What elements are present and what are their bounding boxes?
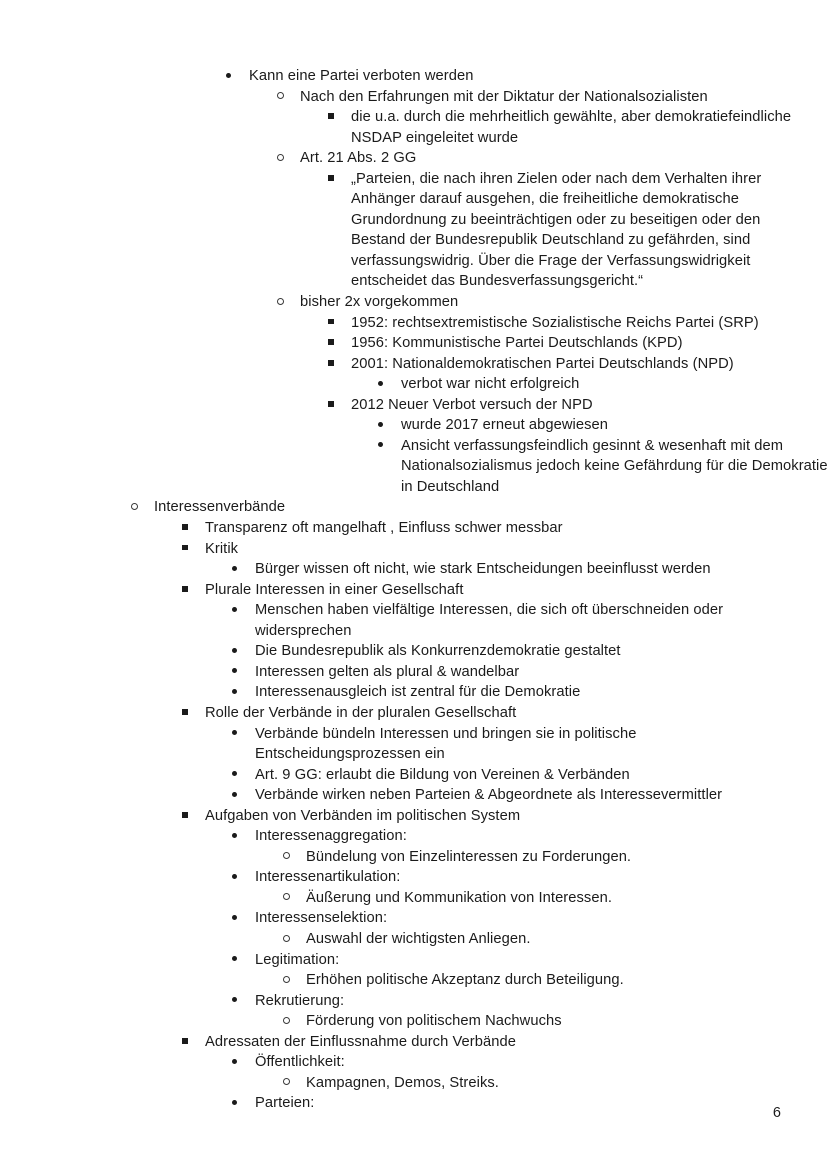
- outline-row: [232, 826, 828, 847]
- list-item: [0, 785, 828, 806]
- outline-text: 2012 Neuer Verbot versuch der NPD: [351, 396, 593, 413]
- bullet-disc-icon: [232, 559, 254, 580]
- list-item: [0, 950, 828, 991]
- bullet-circle-icon: [283, 1073, 305, 1094]
- list-item: [0, 826, 828, 867]
- bullet-circle-icon: [277, 87, 299, 108]
- outline-root: [0, 66, 828, 1114]
- bullet-square-icon: [182, 806, 204, 827]
- list-item: [0, 333, 828, 354]
- outline-text: verbot war nicht erfolgreich: [401, 376, 580, 393]
- list-item: [0, 600, 828, 641]
- list-item: [0, 497, 828, 1113]
- list-item: [0, 169, 828, 292]
- outline-text: Transparenz oft mangelhaft , Einfluss schwer messbar: [205, 520, 563, 537]
- outline-sublist: [0, 888, 828, 909]
- list-item: [0, 682, 828, 703]
- term-definition: Auswahl der wichtigsten Anliegen.: [306, 930, 531, 947]
- outline-row: [182, 580, 828, 601]
- outline-text: Verbände bündeln Interessen und bringen sie in politische Entscheidungsprozessen ein: [255, 725, 637, 763]
- quoted-law-text: „Parteien, die nach ihren Zielen oder nach dem Verhalten ihrer Anhänger darauf ausgehen, die freiheitliche demokratische Grundordnung zu beeinträchtigen oder zu beseitigen oder den Bestand der Bundesrepublik Deutschland zu gefährden, sind verfassungswidrig. Über die Frage der Verfassungswidrigkeit entscheidet das Bundesverfassungsgericht.“: [351, 170, 762, 290]
- outline-row: [328, 313, 828, 334]
- list-item: [0, 1073, 828, 1094]
- outline-row: [283, 970, 828, 991]
- outline-row: [226, 66, 828, 87]
- bullet-disc-icon: [232, 641, 254, 662]
- list-item: [0, 354, 828, 395]
- bullet-disc-icon: [232, 600, 254, 621]
- outline-sublist: [0, 970, 828, 991]
- outline-row: [328, 395, 828, 416]
- outline-text: Ansicht verfassungsfeindlich gesinnt & wesenhaft mit dem Nationalsozialismus jedoch keine Gefährdung für die Demokratie in Deutschland: [401, 437, 828, 495]
- list-item: [0, 148, 828, 292]
- outline-row: [232, 682, 828, 703]
- list-item: [0, 313, 828, 334]
- outline-sublist: [0, 313, 828, 498]
- term-label: Interessenaggregation:: [255, 828, 407, 845]
- term-definition: Erhöhen politische Akzeptanz durch Beteiligung.: [306, 972, 624, 989]
- list-item: [0, 580, 828, 703]
- outline-row: [182, 518, 828, 539]
- bullet-circle-icon: [277, 148, 299, 169]
- bullet-disc-icon: [232, 867, 254, 888]
- section-heading: Interessenverbände: [154, 499, 286, 516]
- outline-sublist: [0, 847, 828, 868]
- list-item: [0, 292, 828, 497]
- outline-sublist: [0, 929, 828, 950]
- outline-sublist: [0, 559, 828, 580]
- outline-row: [232, 641, 828, 662]
- list-item: [0, 66, 828, 497]
- outline-row: [283, 929, 828, 950]
- outline-sublist: [0, 518, 828, 1114]
- term-label: Parteien:: [255, 1095, 315, 1112]
- outline-sublist: [0, 724, 828, 806]
- outline-row: [283, 1073, 828, 1094]
- outline-row: [328, 169, 828, 292]
- outline-row: [232, 559, 828, 580]
- outline-row: [182, 1032, 828, 1053]
- outline-row: [232, 724, 828, 765]
- list-item: [0, 374, 828, 395]
- list-item: [0, 867, 828, 908]
- list-item: [0, 970, 828, 991]
- list-item: [0, 888, 828, 909]
- bullet-disc-icon: [232, 682, 254, 703]
- outline-row: [378, 415, 828, 436]
- bullet-disc-icon: [232, 662, 254, 683]
- list-item: [0, 847, 828, 868]
- list-item: [0, 1052, 828, 1093]
- bullet-circle-icon: [283, 847, 305, 868]
- bullet-circle-icon: [283, 970, 305, 991]
- outline-row: [378, 374, 828, 395]
- outline-row: [277, 292, 828, 313]
- list-item: [0, 1093, 828, 1114]
- outline-row: [232, 1052, 828, 1073]
- outline-row: [328, 354, 828, 375]
- bullet-disc-icon: [232, 991, 254, 1012]
- outline-text: 2001: Nationaldemokratischen Partei Deutschlands (NPD): [351, 355, 734, 372]
- outline-text: Die Bundesrepublik als Konkurrenzdemokratie gestaltet: [255, 643, 621, 660]
- outline-sublist: [0, 415, 828, 497]
- term-definition: Bündelung von Einzelinteressen zu Forderungen.: [306, 848, 632, 865]
- bullet-disc-icon: [378, 436, 400, 457]
- outline-text: Adressaten der Einflussnahme durch Verbände: [205, 1033, 516, 1050]
- outline-row: [328, 107, 828, 148]
- bullet-circle-icon: [283, 1011, 305, 1032]
- term-definition: Kampagnen, Demos, Streiks.: [306, 1074, 499, 1091]
- list-item: [0, 415, 828, 436]
- outline-text: Rolle der Verbände in der pluralen Gesellschaft: [205, 704, 517, 721]
- outline-row: [232, 765, 828, 786]
- bullet-disc-icon: [232, 1052, 254, 1073]
- bullet-square-icon: [182, 580, 204, 601]
- bullet-disc-icon: [232, 826, 254, 847]
- outline-row: [232, 908, 828, 929]
- outline-row: [182, 703, 828, 724]
- outline-sublist: [0, 87, 828, 498]
- list-item: [0, 436, 828, 498]
- bullet-square-icon: [182, 539, 204, 560]
- list-item: [0, 1032, 828, 1114]
- outline-row: [232, 662, 828, 683]
- outline-row: [232, 600, 828, 641]
- bullet-disc-icon: [226, 66, 248, 87]
- bullet-disc-icon: [232, 724, 254, 745]
- bullet-square-icon: [328, 333, 350, 354]
- page-body: [0, 66, 828, 1114]
- outline-row: [378, 436, 828, 498]
- outline-text: Art. 9 GG: erlaubt die Bildung von Vereinen & Verbänden: [255, 766, 630, 783]
- list-item: [0, 539, 828, 580]
- bullet-square-icon: [328, 107, 350, 128]
- outline-text: Verbände wirken neben Parteien & Abgeordnete als Interessevermittler: [255, 787, 723, 804]
- outline-row: [131, 497, 828, 518]
- outline-sublist: [0, 169, 828, 292]
- outline-text: Bürger wissen oft nicht, wie stark Entscheidungen beeinflusst werden: [255, 561, 711, 578]
- outline-text: wurde 2017 erneut abgewiesen: [401, 417, 609, 434]
- list-item: [0, 703, 828, 806]
- outline-row: [182, 806, 828, 827]
- list-item: [0, 724, 828, 765]
- list-item: [0, 908, 828, 949]
- outline-sublist: [0, 107, 828, 148]
- outline-text: Kann eine Partei verboten werden: [249, 68, 474, 84]
- outline-row: [232, 867, 828, 888]
- outline-row: [277, 148, 828, 169]
- outline-text: Interessenausgleich ist zentral für die Demokratie: [255, 684, 581, 701]
- list-item: [0, 1011, 828, 1032]
- bullet-disc-icon: [232, 765, 254, 786]
- outline-text: Nach den Erfahrungen mit der Diktatur der Nationalsozialisten: [300, 88, 708, 105]
- bullet-square-icon: [182, 518, 204, 539]
- list-item: [0, 991, 828, 1032]
- outline-text: 1952: rechtsextremistische Sozialistische Reichs Partei (SRP): [351, 314, 759, 331]
- term-label: Rekrutierung:: [255, 992, 345, 1009]
- term-label: Interessenartikulation:: [255, 869, 401, 886]
- bullet-disc-icon: [378, 374, 400, 395]
- outline-row: [277, 87, 828, 108]
- bullet-circle-icon: [277, 292, 299, 313]
- bullet-disc-icon: [232, 908, 254, 929]
- bullet-disc-icon: [378, 415, 400, 436]
- outline-sublist: [0, 1011, 828, 1032]
- outline-text: Plurale Interessen in einer Gesellschaft: [205, 581, 464, 598]
- outline-text: Art. 21 Abs. 2 GG: [300, 150, 417, 167]
- outline-row: [283, 888, 828, 909]
- outline-row: [232, 1093, 828, 1114]
- list-item: [0, 806, 828, 1032]
- outline-sublist: [0, 1052, 828, 1114]
- outline-text: 1956: Kommunistische Partei Deutschlands (KPD): [351, 335, 683, 352]
- outline-row: [232, 785, 828, 806]
- bullet-square-icon: [182, 1032, 204, 1053]
- outline-text: bisher 2x vorgekommen: [300, 294, 459, 311]
- list-item: [0, 765, 828, 786]
- outline-row: [283, 1011, 828, 1032]
- bullet-disc-icon: [232, 950, 254, 971]
- outline-text: die u.a. durch die mehrheitlich gewählte, aber demokratiefeindliche NSDAP eingeleitet wurde: [351, 109, 792, 146]
- outline-row: [232, 950, 828, 971]
- outline-row: [283, 847, 828, 868]
- outline-sublist: [0, 600, 828, 703]
- list-item: [0, 518, 828, 539]
- outline-text: Interessen gelten als plural & wandelbar: [255, 663, 520, 680]
- list-item: [0, 107, 828, 148]
- term-label: Öffentlichkeit:: [255, 1054, 345, 1071]
- bullet-square-icon: [328, 313, 350, 334]
- list-item: [0, 662, 828, 683]
- outline-sublist: [0, 374, 828, 395]
- bullet-disc-icon: [232, 785, 254, 806]
- term-label: Legitimation:: [255, 951, 340, 968]
- list-item: [0, 559, 828, 580]
- term-label: Interessenselektion:: [255, 910, 388, 927]
- bullet-circle-icon: [131, 497, 153, 518]
- bullet-square-icon: [328, 395, 350, 416]
- bullet-disc-icon: [232, 1093, 254, 1114]
- outline-text: Aufgaben von Verbänden im politischen System: [205, 807, 521, 824]
- list-item: [0, 87, 828, 149]
- outline-text: Menschen haben vielfältige Interessen, die sich oft überschneiden oder widersprechen: [255, 602, 724, 639]
- list-item: [0, 929, 828, 950]
- bullet-square-icon: [328, 169, 350, 190]
- bullet-square-icon: [328, 354, 350, 375]
- bullet-square-icon: [182, 703, 204, 724]
- bullet-circle-icon: [283, 888, 305, 909]
- outline-row: [232, 991, 828, 1012]
- outline-row: [182, 539, 828, 560]
- outline-row: [328, 333, 828, 354]
- term-definition: Äußerung und Kommunikation von Interessen.: [306, 889, 612, 906]
- list-item: [0, 395, 828, 498]
- outline-sublist: [0, 826, 828, 1031]
- list-item: [0, 641, 828, 662]
- page-number: 6: [772, 1105, 781, 1121]
- outline-sublist: [0, 1073, 828, 1094]
- term-definition: Förderung von politischem Nachwuchs: [306, 1013, 562, 1030]
- outline-text: Kritik: [205, 540, 239, 557]
- bullet-circle-icon: [283, 929, 305, 950]
